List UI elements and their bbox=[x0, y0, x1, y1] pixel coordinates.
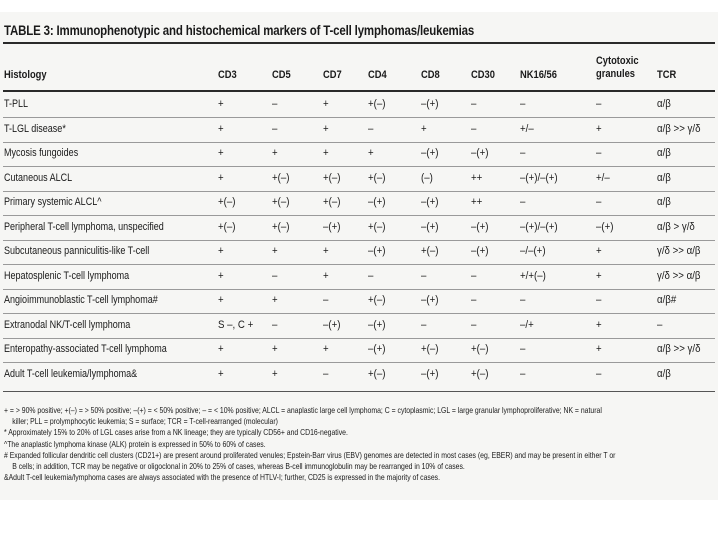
cell-cd7: –(+) bbox=[323, 220, 341, 233]
cell-cd4: +(–) bbox=[368, 171, 386, 184]
cell-cd5: – bbox=[272, 269, 278, 282]
cell-cd30: – bbox=[471, 98, 477, 110]
cell-nk16-56: – bbox=[520, 294, 526, 306]
cell-cd7: + bbox=[323, 122, 329, 135]
cell-tcr: α/β >> γ/δ bbox=[657, 122, 701, 135]
cell-histology: Primary systemic ALCL^ bbox=[4, 196, 102, 208]
table-title: TABLE 3: Immunophenotypic and histochemical markers of T-cell lymphomas/leukemias bbox=[4, 22, 475, 38]
cell-cd7: – bbox=[323, 294, 329, 306]
cell-cd30: – bbox=[471, 122, 477, 135]
footnote-line: B cells; in addition, TCR may be negative or oligoclonal in 20% to 25% of cases, whereas B-cell immunoglobulin may be rearranged in 10% of cases. bbox=[12, 461, 465, 472]
title-rule bbox=[3, 42, 715, 44]
row-divider bbox=[3, 264, 715, 265]
row-divider bbox=[3, 362, 715, 363]
cell-tcr: γ/δ >> α/β bbox=[657, 269, 701, 282]
cell-cd5: + bbox=[272, 294, 278, 306]
cell-cd8: +(–) bbox=[421, 343, 439, 355]
row-divider bbox=[3, 313, 715, 314]
header-nk16-56: NK16/56 bbox=[520, 69, 557, 81]
cell-cytotoxic-granules: + bbox=[596, 245, 602, 257]
cell-cd30: – bbox=[471, 294, 477, 306]
cell-cd5: – bbox=[272, 318, 278, 331]
row-divider bbox=[3, 215, 715, 216]
cell-cytotoxic-granules: + bbox=[596, 343, 602, 355]
cell-nk16-56: – bbox=[520, 367, 526, 380]
cell-cd4: –(+) bbox=[368, 318, 386, 331]
cell-cd4: – bbox=[368, 122, 374, 135]
header-histology: Histology bbox=[4, 69, 47, 81]
cell-nk16-56: –/–(+) bbox=[520, 245, 546, 257]
cell-cd4: –(+) bbox=[368, 245, 386, 257]
cell-cd8: –(+) bbox=[421, 147, 439, 159]
cell-cd8: –(+) bbox=[421, 196, 439, 208]
cell-cd8: –(+) bbox=[421, 98, 439, 110]
cell-histology: T-PLL bbox=[4, 98, 29, 110]
cell-cytotoxic-granules: + bbox=[596, 269, 602, 282]
cell-histology: Subcutaneous panniculitis-like T-cell bbox=[4, 245, 150, 257]
table-document bbox=[0, 12, 718, 500]
cell-nk16-56: +/– bbox=[520, 122, 534, 135]
cell-cd7: –(+) bbox=[323, 318, 341, 331]
header-rule bbox=[3, 90, 715, 92]
cell-tcr: α/β# bbox=[657, 294, 677, 306]
header-cd8: CD8 bbox=[421, 69, 440, 81]
cell-cd30: – bbox=[471, 269, 477, 282]
cell-cytotoxic-granules: –(+) bbox=[596, 220, 614, 233]
cell-cd7: + bbox=[323, 269, 329, 282]
cell-cytotoxic-granules: – bbox=[596, 98, 602, 110]
cell-histology: Hepatosplenic T-cell lymphoma bbox=[4, 269, 130, 282]
footnote-line: &Adult T-cell leukemia/lymphoma cases are always associated with the presence of HTLV-I; further, CD25 is expressed in the majority of cases. bbox=[4, 472, 441, 483]
cell-histology: Cutaneous ALCL bbox=[4, 171, 73, 184]
cell-cd30: +(–) bbox=[471, 367, 489, 380]
cell-histology: Enteropathy-associated T-cell lymphoma bbox=[4, 343, 167, 355]
cell-cd3: + bbox=[218, 245, 224, 257]
cell-cd4: +(–) bbox=[368, 367, 386, 380]
cell-tcr: α/β > γ/δ bbox=[657, 220, 695, 233]
header-cytotoxic-line1: Cytotoxic bbox=[596, 55, 639, 67]
cell-cd4: +(–) bbox=[368, 294, 386, 306]
header-cd7: CD7 bbox=[323, 69, 342, 81]
footnotes bbox=[4, 405, 709, 483]
cell-cd3: + bbox=[218, 343, 224, 355]
cell-cd4: +(–) bbox=[368, 98, 386, 110]
cell-cd30: –(+) bbox=[471, 245, 489, 257]
cell-cd4: – bbox=[368, 269, 374, 282]
cell-cd7: + bbox=[323, 245, 329, 257]
cell-cd3: + bbox=[218, 98, 224, 110]
cell-tcr: γ/δ >> α/β bbox=[657, 245, 701, 257]
cell-cd8: –(+) bbox=[421, 220, 439, 233]
cell-cd30: ++ bbox=[471, 171, 483, 184]
header-cd5: CD5 bbox=[272, 69, 291, 81]
cell-cd8: – bbox=[421, 269, 427, 282]
cell-cd3: +(–) bbox=[218, 220, 236, 233]
cell-cd3: + bbox=[218, 269, 224, 282]
cell-cd4: + bbox=[368, 147, 374, 159]
row-divider bbox=[3, 289, 715, 290]
cell-cd7: + bbox=[323, 147, 329, 159]
cell-cytotoxic-granules: – bbox=[596, 196, 602, 208]
cell-nk16-56: – bbox=[520, 196, 526, 208]
cell-cd3: + bbox=[218, 294, 224, 306]
cell-cd30: –(+) bbox=[471, 220, 489, 233]
row-divider bbox=[3, 338, 715, 339]
cell-cd30: ++ bbox=[471, 196, 483, 208]
cell-histology: Peripheral T-cell lymphoma, unspecified bbox=[4, 220, 164, 233]
cell-histology: Angioimmunoblastic T-cell lymphoma# bbox=[4, 294, 158, 306]
cell-cd7: + bbox=[323, 343, 329, 355]
cell-cytotoxic-granules: – bbox=[596, 367, 602, 380]
cell-cd8: –(+) bbox=[421, 294, 439, 306]
cell-histology: Extranodal NK/T-cell lymphoma bbox=[4, 318, 131, 331]
cell-cytotoxic-granules: + bbox=[596, 122, 602, 135]
cell-histology: T-LGL disease* bbox=[4, 122, 66, 135]
header-cd30: CD30 bbox=[471, 69, 495, 81]
cell-cd5: +(–) bbox=[272, 220, 290, 233]
footnote-line: killer; PLL = prolymphocytic leukemia; S = surface; TCR = T-cell-rearranged (molecular) bbox=[12, 416, 278, 427]
cell-cd30: +(–) bbox=[471, 343, 489, 355]
header-cytotoxic-granules bbox=[596, 55, 639, 81]
row-divider bbox=[3, 191, 715, 192]
cell-cd3: + bbox=[218, 122, 224, 135]
cell-cd5: +(–) bbox=[272, 171, 290, 184]
cell-cytotoxic-granules: + bbox=[596, 318, 602, 331]
cell-histology: Mycosis fungoides bbox=[4, 147, 79, 159]
cell-cd8: (–) bbox=[421, 171, 433, 184]
cell-cd5: + bbox=[272, 147, 278, 159]
cell-cd5: + bbox=[272, 343, 278, 355]
cell-cd4: –(+) bbox=[368, 196, 386, 208]
cell-cd3: + bbox=[218, 367, 224, 380]
cell-cd7: – bbox=[323, 367, 329, 380]
cell-cd30: – bbox=[471, 318, 477, 331]
cell-cytotoxic-granules: – bbox=[596, 294, 602, 306]
table-bottom-rule bbox=[3, 391, 715, 392]
cell-cytotoxic-granules: +/– bbox=[596, 171, 610, 184]
cell-nk16-56: +/+(–) bbox=[520, 269, 546, 282]
cell-cd3: S –, C + bbox=[218, 318, 254, 331]
cell-nk16-56: –(+)/–(+) bbox=[520, 171, 558, 184]
cell-cd5: + bbox=[272, 245, 278, 257]
cell-tcr: α/β >> γ/δ bbox=[657, 343, 701, 355]
cell-nk16-56: – bbox=[520, 147, 526, 159]
cell-nk16-56: – bbox=[520, 343, 526, 355]
cell-cd8: + bbox=[421, 122, 427, 135]
cell-histology: Adult T-cell leukemia/lymphoma& bbox=[4, 367, 138, 380]
row-divider bbox=[3, 142, 715, 143]
cell-cd5: – bbox=[272, 122, 278, 135]
cell-tcr: α/β bbox=[657, 171, 671, 184]
cell-cd8: –(+) bbox=[421, 367, 439, 380]
cell-cd7: +(–) bbox=[323, 171, 341, 184]
cell-nk16-56: –/+ bbox=[520, 318, 534, 331]
cell-cd3: + bbox=[218, 147, 224, 159]
cell-cd5: – bbox=[272, 98, 278, 110]
cell-cd30: –(+) bbox=[471, 147, 489, 159]
cell-nk16-56: –(+)/–(+) bbox=[520, 220, 558, 233]
cell-tcr: α/β bbox=[657, 98, 671, 110]
cell-cd4: –(+) bbox=[368, 343, 386, 355]
header-cd3: CD3 bbox=[218, 69, 237, 81]
footnote-line: # Expanded follicular dendritic cell clusters (CD21+) are present around proliferated venules; Epstein-Barr virus (EBV) genomes are detected in most cases (eg, EBER) and may be present in either T or bbox=[4, 449, 616, 460]
cell-cd3: + bbox=[218, 171, 224, 184]
footnote-line: * Approximately 15% to 20% of LGL cases arise from a NK lineage; they are typically CD56+ and CD16-negative. bbox=[4, 427, 348, 438]
cell-cd5: + bbox=[272, 367, 278, 380]
header-cytotoxic-line2: granules bbox=[596, 68, 635, 80]
header-cd4: CD4 bbox=[368, 69, 387, 81]
cell-cd4: +(–) bbox=[368, 220, 386, 233]
cell-tcr: α/β bbox=[657, 367, 671, 380]
header-tcr: TCR bbox=[657, 69, 677, 81]
cell-tcr: – bbox=[657, 318, 663, 331]
cell-tcr: α/β bbox=[657, 196, 671, 208]
cell-cd7: +(–) bbox=[323, 196, 341, 208]
cell-cd3: +(–) bbox=[218, 196, 236, 208]
row-divider bbox=[3, 117, 715, 118]
cell-cd8: +(–) bbox=[421, 245, 439, 257]
footnote-line: ^The anaplastic lymphoma kinase (ALK) protein is expressed in 50% to 60% of cases. bbox=[4, 438, 266, 449]
cell-cytotoxic-granules: – bbox=[596, 147, 602, 159]
cell-cd7: + bbox=[323, 98, 329, 110]
footnote-line: + = > 90% positive; +(–) = > 50% positive; –(+) = < 50% positive; – = < 10% positive; ALCL = anaplastic large cell lymphoma; C = cytoplasmic; LGL = large granular lymphoproliferative; NK = natural bbox=[4, 405, 602, 415]
cell-cd5: +(–) bbox=[272, 196, 290, 208]
row-divider bbox=[3, 166, 715, 167]
cell-cd8: – bbox=[421, 318, 427, 331]
row-divider bbox=[3, 240, 715, 241]
cell-tcr: α/β bbox=[657, 147, 671, 159]
cell-nk16-56: – bbox=[520, 98, 526, 110]
